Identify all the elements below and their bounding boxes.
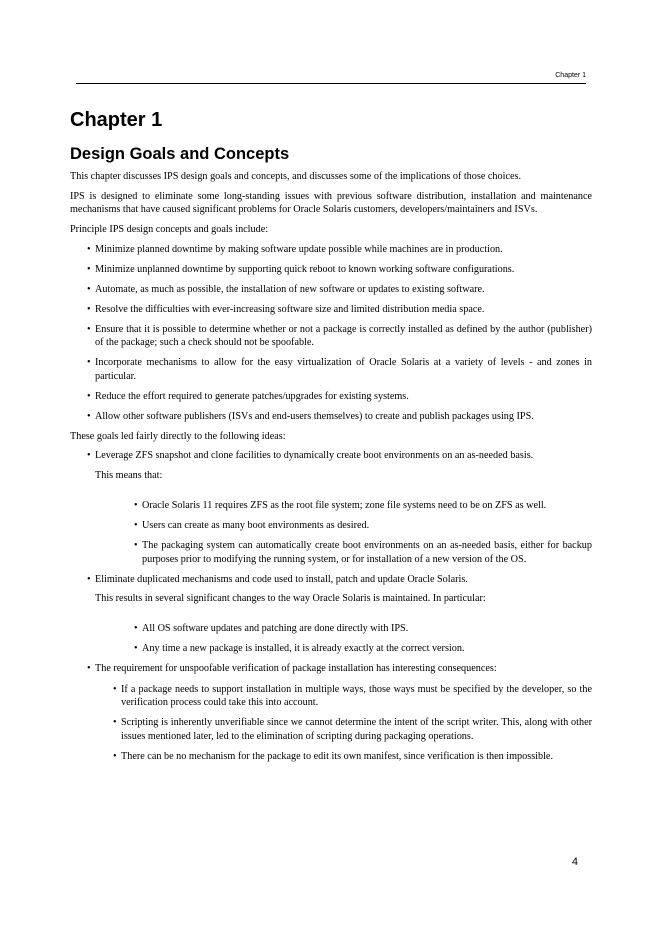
bullet-icon: • — [113, 717, 117, 729]
list-item: • Ensure that it is possible to determine whether or not a package is correctly installed as defined by the author (publisher) of the package; such a check should not be spoofable. — [87, 323, 592, 349]
list-item: • Reduce the effort required to generate patches/upgrades for existing systems. — [87, 390, 409, 402]
verify-sublist — [113, 683, 592, 763]
list-item: • Automate, as much as possible, the installation of new software or updates to existing software. — [87, 283, 485, 295]
ideas-list — [87, 449, 592, 763]
list-item: • Resolve the difficulties with ever-increasing software size and limited distribution media space. — [87, 303, 485, 315]
goals-list — [87, 243, 592, 423]
bullet-icon: • — [134, 540, 138, 552]
sub-paragraph: This results in several significant changes to the way Oracle Solaris is maintained. In particular: — [95, 593, 486, 605]
list-item: • The packaging system can automatically create boot environments on an as-needed basis, either for backup purposes prior to modifying the running system, or for installation of a new version of the OS. — [134, 540, 592, 565]
list-item: • Eliminate duplicated mechanisms and code used to install, patch and update Oracle Solaris. This results in several significant changes to the way Oracle Solaris is maintained. In particular: • All OS software updates and patching are done directly with IPS. • Any time a new package is installed, it is already exactly at the correct version. — [95, 573, 592, 656]
bullet-icon: • — [134, 520, 138, 532]
intro-paragraph: IPS is designed to eliminate some long-standing issues with previous software distribution, installation and maintenance mechanisms that have caused significant problems for Oracle Solaris customers, developers/maintainers and ISVs. — [70, 190, 592, 216]
chapter-title: Design Goals and Concepts — [70, 145, 290, 163]
sub-paragraph: This means that: — [95, 469, 163, 481]
chapter-body — [70, 170, 592, 770]
bullet-icon: • — [134, 500, 138, 512]
list-item: • Allow other software publishers (ISVs and end-users themselves) to create and publish packages using IPS. — [87, 410, 534, 422]
dup-sublist — [134, 622, 592, 655]
intro-paragraph: Principle IPS design concepts and goals include: — [70, 224, 269, 235]
zfs-sublist — [134, 499, 592, 566]
list-item: • Any time a new package is installed, it is already exactly at the correct version. — [134, 643, 465, 655]
ideas-intro: These goals led fairly directly to the following ideas: — [70, 430, 286, 442]
bullet-icon: • — [87, 303, 91, 315]
list-item: • Incorporate mechanisms to allow for the easy virtualization of Oracle Solaris at a variety of levels - and zones in particular. — [87, 357, 592, 382]
chapter-label: Chapter 1 — [70, 109, 163, 131]
list-item: • The requirement for unspoofable verification of package installation has interesting consequences: • If a package needs to support installation in multiple ways, those ways must be specified by the developer, so the verification process could take this into account. • Scripting is inherently unverifiable since we cannot determine the intent of the script writer. This, along with other issues mentioned later, led to the elimination of scripting during packaging operations. • There can be no mechanism for the package to edit its own manifest, since verification is then impossible. — [87, 663, 592, 762]
list-item: • All OS software updates and patching are done directly with IPS. — [134, 623, 409, 635]
list-item: • Oracle Solaris 11 requires ZFS as the root file system; zone file systems need to be on ZFS as well. — [134, 500, 547, 512]
list-item: • Scripting is inherently unverifiable since we cannot determine the intent of the script writer. This, along with other issues mentioned later, led to the elimination of scripting during packaging operations. — [113, 717, 592, 742]
bullet-icon: • — [87, 323, 91, 335]
bullet-icon: • — [87, 357, 91, 369]
list-item: • Users can create as many boot environments as desired. — [134, 520, 370, 532]
list-item: • Minimize planned downtime by making software update possible while machines are in production. — [87, 243, 503, 255]
bullet-icon: • — [87, 410, 91, 422]
bullet-icon: • — [87, 390, 91, 402]
bullet-icon: • — [113, 683, 117, 695]
bullet-icon: • — [113, 750, 117, 762]
running-header: Chapter 1 — [76, 72, 586, 84]
bullet-icon: • — [87, 283, 91, 295]
list-item: • Leverage ZFS snapshot and clone facilities to dynamically create boot environments on an as-needed basis. This means that: • Oracle Solaris 11 requires ZFS as the root file system; zone file systems need to be on ZFS as well. • Users can create as many boot environments as desired. • The packaging system can automatically create boot environments on an as-needed basis, either for backup purposes prior to modifying the running system, or for installation of a new version of the OS. — [87, 450, 592, 565]
bullet-icon: • — [134, 623, 138, 635]
bullet-icon: • — [87, 663, 91, 675]
bullet-icon: • — [87, 243, 91, 255]
bullet-icon: • — [87, 450, 91, 462]
bullet-icon: • — [134, 643, 138, 655]
bullet-icon: • — [87, 573, 91, 585]
intro-paragraph: This chapter discusses IPS design goals and concepts, and discusses some of the implications of those choices. — [70, 171, 521, 182]
page-number: 4 — [571, 856, 578, 868]
list-item: • There can be no mechanism for the package to edit its own manifest, since verification is then impossible. — [113, 750, 553, 762]
list-item: • Minimize unplanned downtime by supporting quick reboot to known working software configurations. — [87, 263, 515, 275]
bullet-icon: • — [87, 263, 91, 275]
list-item: • If a package needs to support installation in multiple ways, those ways must be specified by the developer, so the verification process could take this into account. — [113, 683, 592, 709]
